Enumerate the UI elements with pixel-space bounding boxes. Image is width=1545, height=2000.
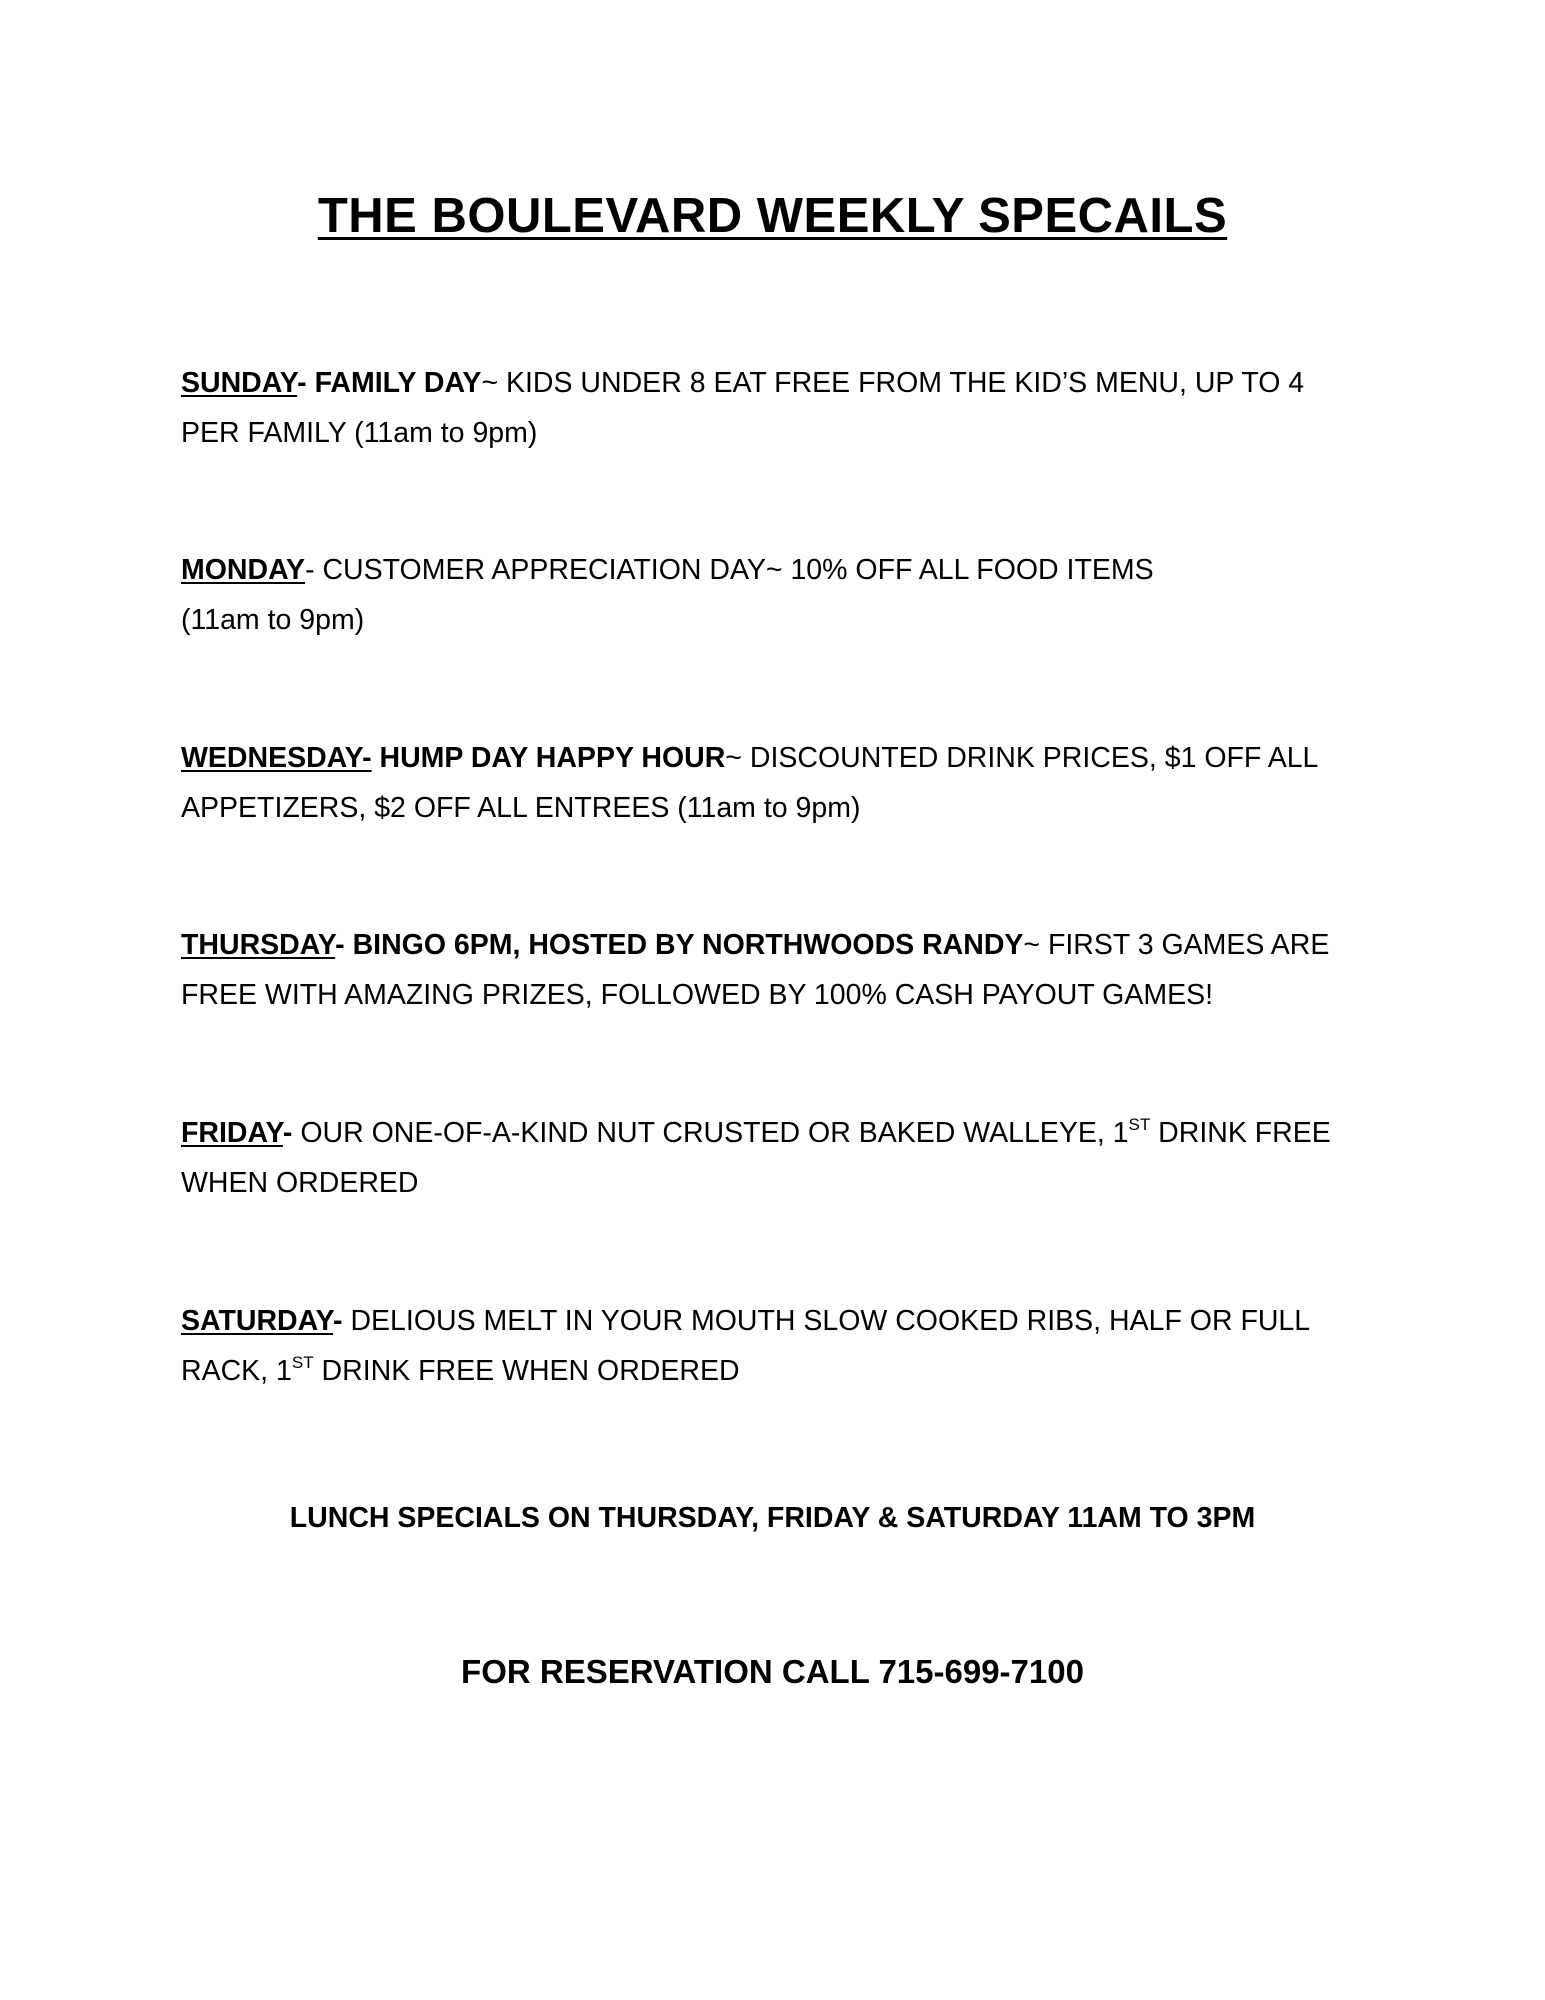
reservation-note: FOR RESERVATION CALL 715-699-7100 bbox=[461, 1653, 1084, 1690]
page-title: THE BOULEVARD WEEKLY SPECAILS bbox=[317, 189, 1228, 243]
special-desc-monday: - CUSTOMER APPRECIATION DAY~ 10% OFF ALL FOOD ITEMS bbox=[305, 554, 1154, 586]
special-friday bbox=[181, 1108, 1361, 1208]
special-desc-friday-end: DRINK FREE WHEN ORDERED bbox=[181, 1117, 1331, 1199]
day-label-friday: FRIDAY bbox=[181, 1117, 283, 1149]
special-desc-saturday: DELIOUS MELT IN YOUR MOUTH SLOW COOKED RIBS, HALF OR FULL RACK, 1 bbox=[181, 1305, 1310, 1387]
ordinal-suffix: ST bbox=[291, 1353, 314, 1372]
day-label-sunday: SUNDAY bbox=[181, 367, 298, 399]
day-label-saturday: SATURDAY bbox=[181, 1305, 334, 1337]
special-desc-sunday: ~ KIDS UNDER 8 EAT FREE FROM THE KID’S MENU, UP TO 4 PER FAMILY (11am to 9pm) bbox=[181, 367, 1305, 449]
special-sunday bbox=[181, 358, 1361, 458]
special-name-sunday: FAMILY DAY bbox=[314, 367, 482, 399]
special-name-thursday: - BINGO 6PM, HOSTED BY NORTHWOODS RANDY bbox=[335, 929, 1024, 961]
special-desc-thursday: ~ FIRST 3 GAMES ARE FREE WITH AMAZING PRIZES, FOLLOWED BY 100% CASH PAYOUT GAMES! bbox=[181, 929, 1330, 1011]
special-desc-wednesday: ~ DISCOUNTED DRINK PRICES, $1 OFF ALL APPETIZERS, $2 OFF ALL ENTREES (11am to 9pm) bbox=[181, 742, 1318, 824]
dash: - bbox=[282, 1117, 301, 1149]
special-saturday bbox=[181, 1296, 1361, 1396]
special-hours-monday: (11am to 9pm) bbox=[181, 604, 365, 636]
special-monday bbox=[181, 545, 1361, 645]
special-desc-friday: OUR ONE-OF-A-KIND NUT CRUSTED OR BAKED WALLEYE, 1 bbox=[300, 1117, 1129, 1149]
dash: - bbox=[333, 1305, 351, 1337]
day-label-thursday: THURSDAY bbox=[181, 929, 336, 961]
special-desc-saturday-end: DRINK FREE WHEN ORDERED bbox=[313, 1355, 740, 1387]
dash: - bbox=[297, 367, 315, 399]
special-thursday bbox=[181, 920, 1361, 1020]
day-label-monday: MONDAY bbox=[181, 554, 306, 586]
special-wednesday bbox=[181, 733, 1361, 833]
ordinal-suffix: ST bbox=[1128, 1115, 1151, 1134]
lunch-specials-note: LUNCH SPECIALS ON THURSDAY, FRIDAY & SATURDAY 11AM TO 3PM bbox=[289, 1502, 1256, 1534]
special-name-wednesday: HUMP DAY HAPPY HOUR bbox=[371, 742, 726, 774]
day-label-wednesday: WEDNESDAY- bbox=[181, 742, 372, 774]
